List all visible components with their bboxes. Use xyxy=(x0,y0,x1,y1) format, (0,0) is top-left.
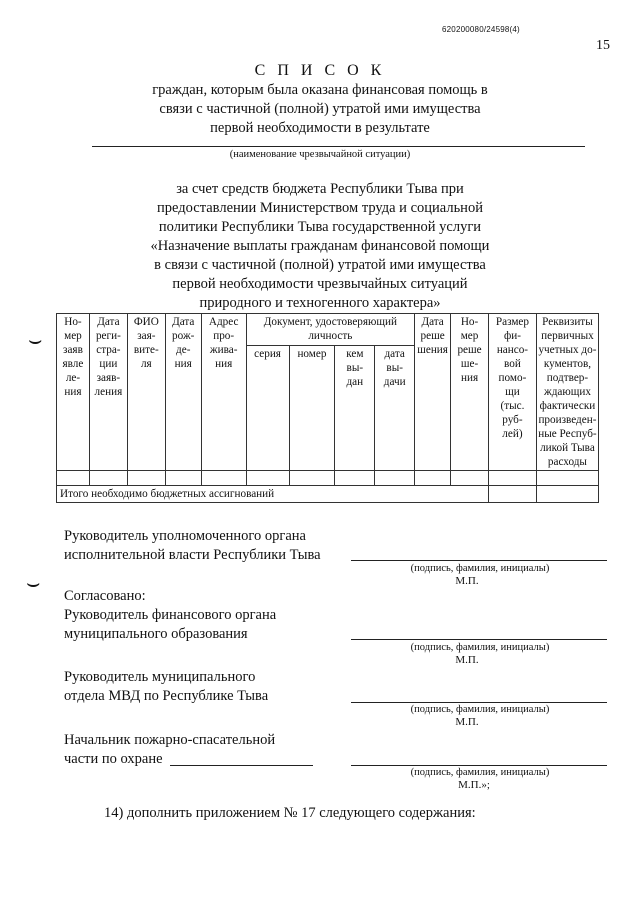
funding-line: предоставлении Министерством труда и социальной xyxy=(157,200,483,216)
seal-mark: М.П.»; xyxy=(458,779,490,791)
table-total-row xyxy=(57,486,599,503)
header-address: Адрес про- жива- ния xyxy=(201,314,246,471)
header-decision-date: Дата реше шения xyxy=(415,314,451,471)
seal-mark: М.П. xyxy=(455,654,479,666)
header-aid-amount: Размер фи- нансо- вой помо- щи (тыс. руб- лей) xyxy=(488,314,536,471)
signature-caption: (подпись, фамилия, инициалы) xyxy=(410,704,550,715)
funding-line: природного и техногенного характера» xyxy=(199,295,441,311)
subheader-issue-date: дата вы- дачи xyxy=(375,345,415,470)
table-header-row xyxy=(57,314,599,346)
funding-line: «Назначение выплаты гражданам финансовой помощи xyxy=(150,238,490,254)
total-label: Итого необходимо бюджетных ассигнований xyxy=(57,486,489,503)
header-birth-date: Дата рож- де- ния xyxy=(165,314,201,471)
subheader-number: номер xyxy=(289,345,335,470)
intro-line: связи с частичной (полной) утратой ими имущества xyxy=(159,101,481,117)
signature-caption: (подпись, фамилия, инициалы) xyxy=(410,642,550,653)
subheader-issued-by: кем вы- дан xyxy=(335,345,375,470)
scan-mark-icon: ⌣ xyxy=(28,327,43,352)
header-decision-number: Но- мер реше ше- ния xyxy=(451,314,489,471)
closing-instruction: 14) дополнить приложением № 17 следующего содержания: xyxy=(104,805,476,821)
intro-line: граждан, которым была оказана финансовая помощь в xyxy=(152,82,488,98)
emergency-name-line xyxy=(92,146,585,147)
signature-line xyxy=(351,765,607,766)
signature-line xyxy=(351,702,607,703)
intro-text xyxy=(0,81,640,138)
seal-mark: М.П. xyxy=(455,716,479,728)
funding-line: в связи с частичной (полной) утратой ими имущества xyxy=(154,257,486,273)
signature-line xyxy=(351,639,607,640)
header-requisites: Реквизиты первичных учетных до- кументов, подтвер- ждающих фактически произведен- ные Респуб- ликой Тыва расходы xyxy=(536,314,598,471)
signatory-fire: Начальник пожарно-спасательной части по охране xyxy=(64,732,276,767)
total-amount-cell xyxy=(488,486,536,503)
page-number: 15 xyxy=(596,38,610,53)
signature-line xyxy=(351,560,607,561)
scan-mark-icon: ⌣ xyxy=(26,570,41,595)
list-title: С П И С О К xyxy=(254,62,386,79)
signature-caption: (подпись, фамилия, инициалы) xyxy=(410,563,550,574)
signatory-finance: Согласовано: Руководитель финансового органа муниципального образования xyxy=(64,588,277,642)
unit-name-line xyxy=(170,765,313,766)
subheader-series: серия xyxy=(246,345,289,470)
signature-caption: (подпись, фамилия, инициалы) xyxy=(410,767,550,778)
funding-line: первой необходимости чрезвычайных ситуаций xyxy=(172,276,468,292)
header-fio: ФИО зая- вите- ля xyxy=(127,314,165,471)
intro-line: первой необходимости в результате xyxy=(210,120,430,136)
recipients-table xyxy=(56,313,599,503)
table-row xyxy=(57,471,599,486)
header-number: Но- мер заяв явле ле- ния xyxy=(57,314,90,471)
document-id: 620200080/24598(4) xyxy=(442,25,520,34)
funding-text xyxy=(0,180,640,313)
total-requisites-cell xyxy=(536,486,598,503)
header-identity-document: Документ, удостоверяющий личность xyxy=(246,314,415,346)
header-registration-date: Дата реги- стра- ции заяв- ления xyxy=(89,314,127,471)
funding-line: за счет средств бюджета Республики Тыва при xyxy=(176,181,464,197)
seal-mark: М.П. xyxy=(455,575,479,587)
funding-line: политики Республики Тыва государственной услуги xyxy=(158,219,482,235)
signatory-mvd: Руководитель муниципального отдела МВД по Республике Тыва xyxy=(64,669,269,704)
emergency-caption: (наименование чрезвычайной ситуации) xyxy=(229,149,411,160)
signatory-authority: Руководитель уполномоченного органа исполнительной власти Республики Тыва xyxy=(64,528,321,563)
